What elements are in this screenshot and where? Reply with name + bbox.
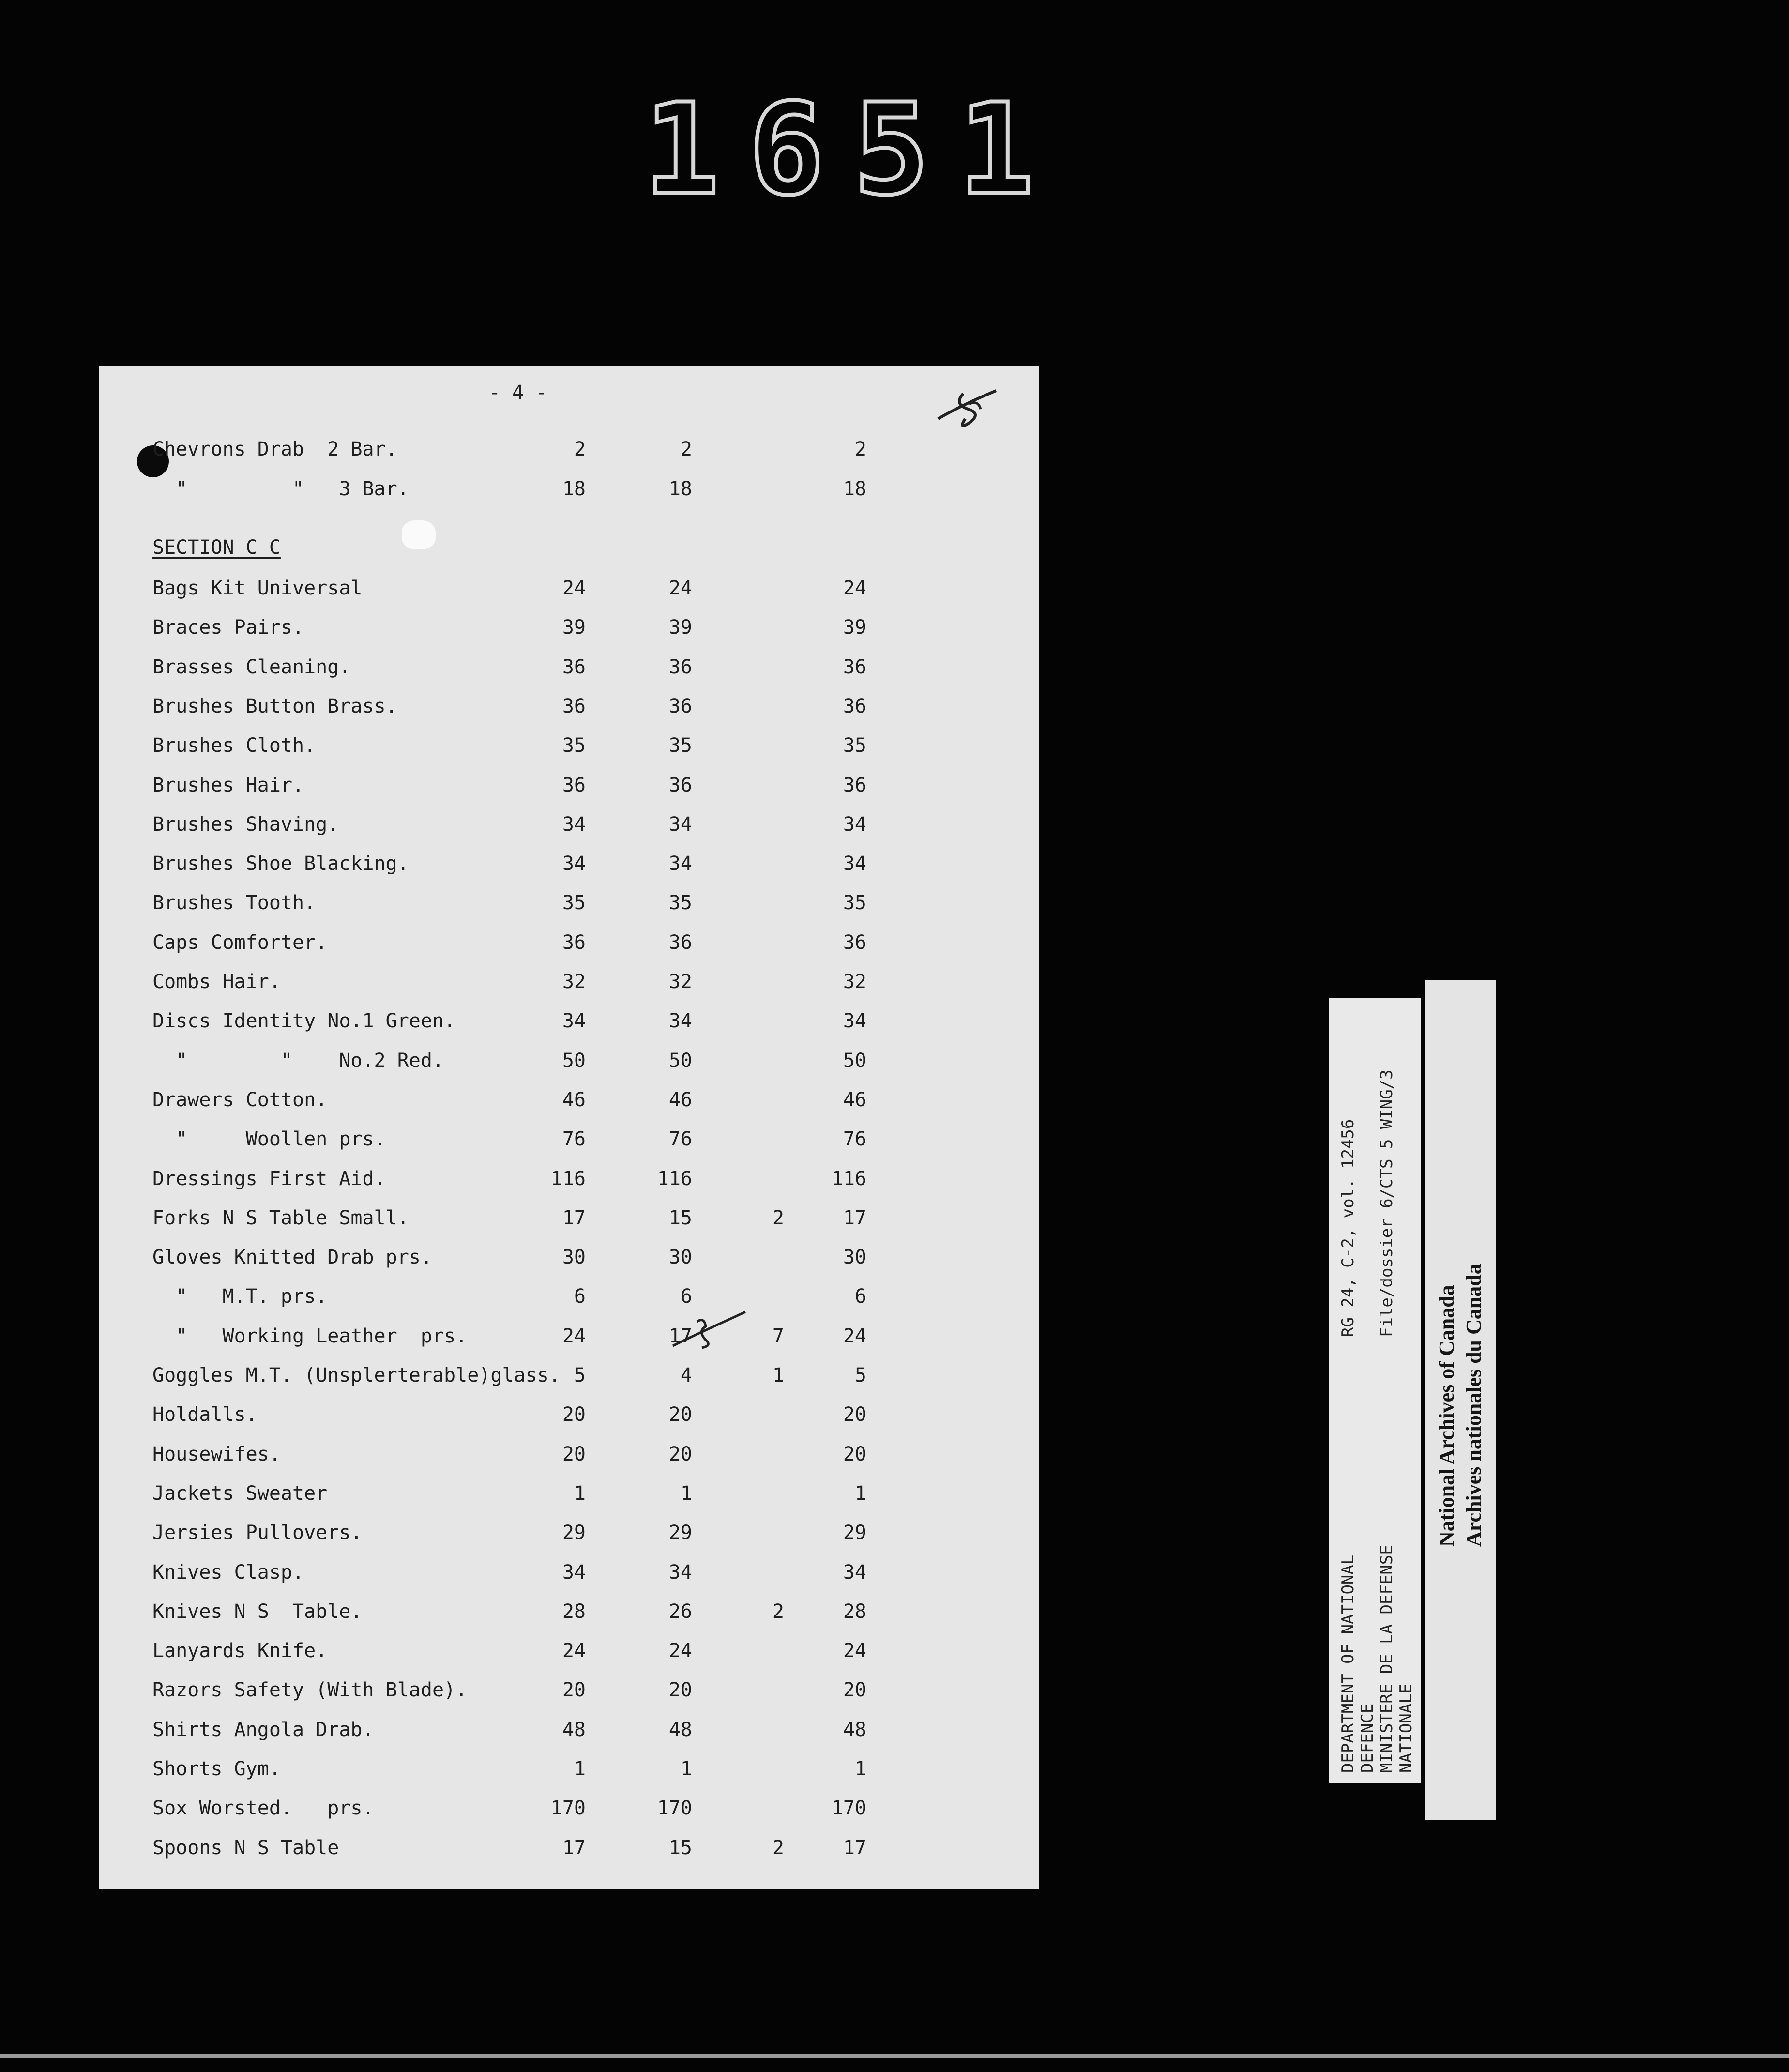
quantity-c4: 29 xyxy=(843,1522,866,1544)
table-row xyxy=(0,1364,1789,1393)
quantity-c4: 24 xyxy=(843,1325,866,1347)
quantity-c4: 20 xyxy=(843,1443,866,1465)
quantity-c3: 2 xyxy=(772,1836,784,1859)
quantity-c1: 170 xyxy=(550,1797,586,1820)
quantity-c1: 5 xyxy=(574,1364,586,1386)
quantity-c2: 26 xyxy=(668,1600,692,1623)
quantity-c2: 29 xyxy=(668,1522,692,1544)
table-row xyxy=(0,1089,1789,1118)
reference-card-line2: DEFENCE xyxy=(1358,1703,1377,1773)
quantity-c4: 48 xyxy=(843,1718,866,1741)
table-row xyxy=(0,774,1789,803)
quantity-c1: 24 xyxy=(562,577,586,599)
quantity-c2: 4 xyxy=(680,1364,692,1386)
item-name: Shirts Angola Drab. xyxy=(152,1718,374,1741)
quantity-c4: 20 xyxy=(843,1403,866,1426)
table-row xyxy=(0,734,1789,763)
table-row xyxy=(0,1207,1789,1236)
quantity-c1: 116 xyxy=(550,1167,586,1190)
reference-card-ref2: File/dossier 6/CTS 5 WING/3 xyxy=(1377,1069,1396,1337)
quantity-c2: 36 xyxy=(668,655,692,678)
quantity-c4: 1 xyxy=(854,1482,866,1505)
quantity-c1: 36 xyxy=(562,695,586,717)
quantity-c4: 34 xyxy=(843,1561,866,1584)
table-row xyxy=(0,1325,1789,1354)
quantity-c1: 32 xyxy=(562,971,586,993)
quantity-c2: 36 xyxy=(668,695,692,717)
quantity-c1: 39 xyxy=(562,616,586,639)
quantity-c1: 36 xyxy=(562,655,586,678)
quantity-c2: 1 xyxy=(680,1482,692,1505)
quantity-c2: 32 xyxy=(668,971,692,993)
quantity-c4: 35 xyxy=(843,892,866,914)
table-row xyxy=(0,1837,1789,1866)
quantity-c2: 36 xyxy=(668,931,692,954)
quantity-c1: 20 xyxy=(562,1679,586,1702)
quantity-c1: 29 xyxy=(562,1522,586,1544)
quantity-c4: 24 xyxy=(843,1640,866,1662)
item-name: Knives N S Table. xyxy=(152,1600,363,1623)
item-name: Goggles M.T. (Unsplerterable)glass. xyxy=(152,1364,561,1386)
table-row xyxy=(0,478,1789,507)
paper-speck xyxy=(402,520,436,549)
quantity-c1: 35 xyxy=(562,734,586,757)
quantity-c4: 6 xyxy=(854,1285,866,1308)
table-row xyxy=(0,577,1789,606)
quantity-c1: 17 xyxy=(562,1206,586,1229)
table-row xyxy=(0,1403,1789,1432)
table-row xyxy=(0,971,1789,1000)
item-name: Sox Worsted. prs. xyxy=(152,1797,374,1820)
frame-number: 1651 xyxy=(644,77,1063,223)
item-name: Knives Clasp. xyxy=(152,1561,304,1584)
item-name: " Working Leather prs. xyxy=(152,1325,468,1347)
item-name: Shorts Gym. xyxy=(152,1758,281,1780)
quantity-c2: 20 xyxy=(668,1403,692,1426)
quantity-c1: 24 xyxy=(562,1640,586,1662)
quantity-c3: 1 xyxy=(772,1364,784,1386)
item-name: Brushes Cloth. xyxy=(152,734,316,757)
film-edge-line xyxy=(0,2054,1789,2058)
quantity-c4: 46 xyxy=(843,1088,866,1111)
item-name: Forks N S Table Small. xyxy=(152,1206,409,1229)
quantity-c2: 46 xyxy=(668,1088,692,1111)
item-name: " M.T. prs. xyxy=(152,1285,328,1308)
quantity-c1: 30 xyxy=(562,1246,586,1269)
item-name: Brasses Cleaning. xyxy=(152,655,351,678)
quantity-c2: 24 xyxy=(668,1640,692,1662)
page-number: - 4 - xyxy=(489,381,547,404)
reference-card-line4: NATIONALE xyxy=(1396,1683,1416,1773)
table-row xyxy=(0,1640,1789,1669)
table-row xyxy=(0,853,1789,882)
quantity-c4: 36 xyxy=(843,695,866,717)
table-row xyxy=(0,1050,1789,1079)
item-name: Holdalls. xyxy=(152,1403,258,1426)
item-name: Brushes Button Brass. xyxy=(152,695,397,717)
table-row xyxy=(0,1561,1789,1590)
quantity-c3: 7 xyxy=(772,1325,784,1347)
quantity-c2: 36 xyxy=(668,774,692,796)
table-row xyxy=(0,1246,1789,1275)
quantity-c2: 48 xyxy=(668,1718,692,1741)
table-row xyxy=(0,1600,1789,1630)
quantity-c4: 34 xyxy=(843,813,866,836)
quantity-c2: 76 xyxy=(668,1128,692,1151)
quantity-c4: 36 xyxy=(843,931,866,954)
quantity-c2: 18 xyxy=(668,478,692,500)
table-row xyxy=(0,1758,1789,1787)
quantity-c1: 46 xyxy=(562,1088,586,1111)
quantity-c1: 34 xyxy=(562,1561,586,1584)
quantity-c2: 34 xyxy=(668,813,692,836)
quantity-c2: 1 xyxy=(680,1758,692,1780)
quantity-c2: 20 xyxy=(668,1679,692,1702)
quantity-c2: 35 xyxy=(668,892,692,914)
table-row xyxy=(0,1128,1789,1157)
quantity-c1: 24 xyxy=(562,1325,586,1347)
item-name: Chevrons Drab 2 Bar. xyxy=(152,438,397,460)
quantity-c4: 76 xyxy=(843,1128,866,1151)
item-name: Bags Kit Universal xyxy=(152,577,363,599)
quantity-c1: 20 xyxy=(562,1443,586,1465)
quantity-c2: 39 xyxy=(668,616,692,639)
item-name: Brushes Shoe Blacking. xyxy=(152,853,409,875)
reference-card xyxy=(1329,998,1421,1783)
quantity-c3: 2 xyxy=(772,1600,784,1623)
quantity-c3: 2 xyxy=(772,1206,784,1229)
quantity-c1: 28 xyxy=(562,1600,586,1623)
quantity-c1: 6 xyxy=(574,1285,586,1308)
quantity-c2: 170 xyxy=(657,1797,692,1820)
table-row xyxy=(0,438,1789,467)
quantity-c1: 18 xyxy=(562,478,586,500)
quantity-c4: 18 xyxy=(843,478,866,500)
quantity-c1: 2 xyxy=(574,438,586,460)
section-heading: SECTION C C xyxy=(152,536,281,559)
item-name: Spoons N S Table xyxy=(152,1836,339,1859)
quantity-c1: 34 xyxy=(562,1010,586,1033)
table-row xyxy=(0,616,1789,645)
archive-card xyxy=(1425,980,1496,1820)
quantity-c1: 36 xyxy=(562,931,586,954)
quantity-c1: 1 xyxy=(574,1758,586,1780)
quantity-c4: 36 xyxy=(843,774,866,796)
table-row xyxy=(0,656,1789,685)
reference-card-ref1: RG 24, C-2, vol. 12456 xyxy=(1338,1119,1358,1337)
quantity-c1: 34 xyxy=(562,813,586,836)
item-name: Lanyards Knife. xyxy=(152,1640,328,1662)
quantity-c4: 36 xyxy=(843,655,866,678)
quantity-c1: 36 xyxy=(562,774,586,796)
quantity-c1: 76 xyxy=(562,1128,586,1151)
quantity-c2: 35 xyxy=(668,734,692,757)
table-row xyxy=(0,892,1789,921)
quantity-c4: 39 xyxy=(843,616,866,639)
quantity-c4: 17 xyxy=(843,1836,866,1859)
reference-card-line1: DEPARTMENT OF NATIONAL xyxy=(1338,1554,1358,1773)
quantity-c2: 17 xyxy=(668,1325,692,1347)
archive-card-line2: Archives nationales du Canada xyxy=(1462,1264,1486,1547)
quantity-c1: 1 xyxy=(574,1482,586,1505)
quantity-c1: 34 xyxy=(562,853,586,875)
item-name: Braces Pairs. xyxy=(152,616,304,639)
quantity-c1: 20 xyxy=(562,1403,586,1426)
quantity-c2: 15 xyxy=(668,1836,692,1859)
item-name: Discs Identity No.1 Green. xyxy=(152,1010,456,1033)
quantity-c4: 50 xyxy=(843,1049,866,1072)
table-row xyxy=(0,1719,1789,1748)
quantity-c1: 50 xyxy=(562,1049,586,1072)
reference-card-line3: MINISTERE DE LA DEFENSE xyxy=(1377,1545,1396,1773)
quantity-c2: 2 xyxy=(680,438,692,460)
item-name: " " 3 Bar. xyxy=(152,478,409,500)
table-row xyxy=(0,1168,1789,1197)
table-row xyxy=(0,931,1789,960)
item-name: " Woollen prs. xyxy=(152,1128,386,1151)
table-row xyxy=(0,1522,1789,1551)
quantity-c2: 15 xyxy=(668,1206,692,1229)
quantity-c4: 170 xyxy=(831,1797,866,1820)
item-name: Razors Safety (With Blade). xyxy=(152,1679,468,1702)
table-row xyxy=(0,1679,1789,1708)
quantity-c2: 50 xyxy=(668,1049,692,1072)
quantity-c2: 6 xyxy=(680,1285,692,1308)
quantity-c4: 35 xyxy=(843,734,866,757)
quantity-c1: 48 xyxy=(562,1718,586,1741)
table-row xyxy=(0,1443,1789,1472)
item-name: Gloves Knitted Drab prs. xyxy=(152,1246,432,1269)
quantity-c2: 30 xyxy=(668,1246,692,1269)
item-name: Caps Comforter. xyxy=(152,931,328,954)
quantity-c4: 32 xyxy=(843,971,866,993)
item-name: Combs Hair. xyxy=(152,971,281,993)
handwritten-correction-mark xyxy=(663,1307,750,1351)
table-row xyxy=(0,1797,1789,1826)
quantity-c4: 28 xyxy=(843,1600,866,1623)
quantity-c2: 24 xyxy=(668,577,692,599)
archive-card-line1: National Archives of Canada xyxy=(1435,1285,1458,1547)
item-name: Drawers Cotton. xyxy=(152,1088,328,1111)
table-row xyxy=(0,1010,1789,1039)
quantity-c4: 5 xyxy=(854,1364,866,1386)
quantity-c4: 24 xyxy=(843,577,866,599)
item-name: Jackets Sweater xyxy=(152,1482,328,1505)
item-name: Dressings First Aid. xyxy=(152,1167,386,1190)
quantity-c2: 34 xyxy=(668,1561,692,1584)
quantity-c1: 17 xyxy=(562,1836,586,1859)
table-row xyxy=(0,813,1789,842)
quantity-c2: 34 xyxy=(668,853,692,875)
item-name: Brushes Tooth. xyxy=(152,892,316,914)
quantity-c2: 20 xyxy=(668,1443,692,1465)
item-name: " " No.2 Red. xyxy=(152,1049,444,1072)
quantity-c4: 2 xyxy=(854,438,866,460)
quantity-c2: 34 xyxy=(668,1010,692,1033)
item-name: Brushes Hair. xyxy=(152,774,304,796)
quantity-c4: 30 xyxy=(843,1246,866,1269)
quantity-c4: 20 xyxy=(843,1679,866,1702)
table-row xyxy=(0,1482,1789,1511)
item-name: Brushes Shaving. xyxy=(152,813,339,836)
handwritten-corner-mark xyxy=(934,385,1002,433)
quantity-c4: 1 xyxy=(854,1758,866,1780)
quantity-c4: 34 xyxy=(843,1010,866,1033)
item-name: Jersies Pullovers. xyxy=(152,1522,363,1544)
table-row xyxy=(0,1285,1789,1314)
quantity-c4: 116 xyxy=(831,1167,866,1190)
quantity-c1: 35 xyxy=(562,892,586,914)
quantity-c4: 34 xyxy=(843,853,866,875)
item-name: Housewifes. xyxy=(152,1443,281,1465)
quantity-c4: 17 xyxy=(843,1206,866,1229)
table-row xyxy=(0,695,1789,724)
quantity-c2: 116 xyxy=(657,1167,692,1190)
